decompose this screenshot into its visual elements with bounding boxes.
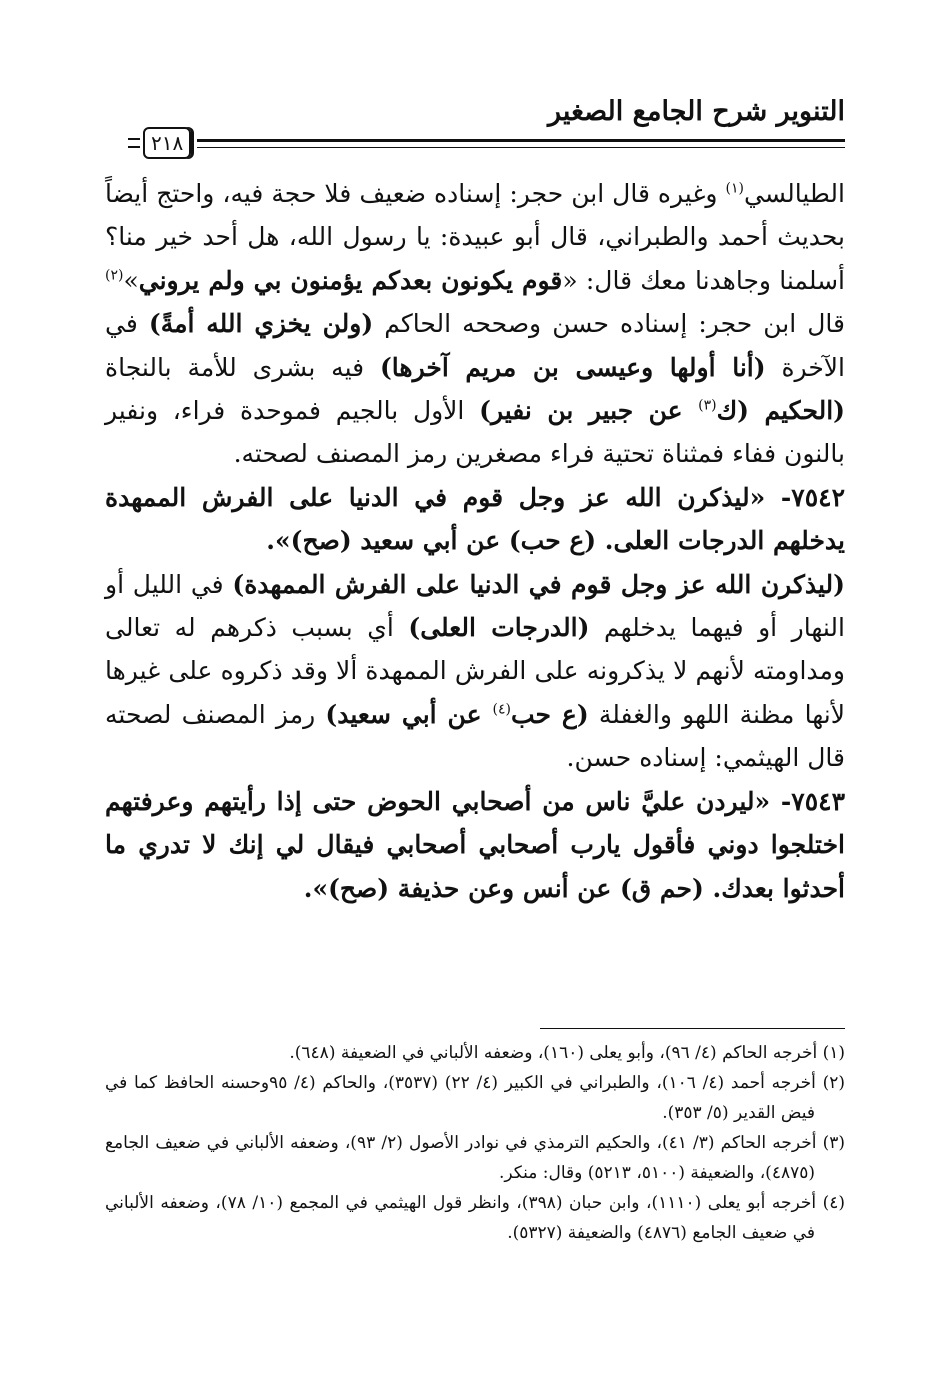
quoted-hadith-text: قوم يكونون بعدكم يؤمنون بي ولم يروني	[138, 265, 563, 295]
text-run: فيه بشرى للأمة بالنجاة	[105, 352, 380, 382]
footnotes	[105, 1038, 845, 1248]
source-ref: (ع حب	[510, 699, 589, 729]
text-run: وغيره قال ابن حجر: إسناده ضعيف فلا حجة فيه، واحتج أيضاً بحديث أحمد والطبراني، قال أبو عبيدة: يا رسول الله، هل أحد خير منا؟ أسلمنا وجاهدنا معك قال: «	[105, 179, 845, 295]
footnote-ref-4: (٤)	[492, 701, 511, 718]
page-number-frame	[128, 123, 198, 163]
footnote-4: (٤) أخرجه أبو يعلى (١١١٠)، وابن حبان (٣٩٨)، وانظر قول الهيثمي في المجمع (١٠/ ٧٨)، وضعفه الألباني في ضعيف الجامع (٤٨٧٦) والضعيفة (٥٣٢٧).	[105, 1193, 846, 1243]
footnote-ref-3: (٣)	[698, 397, 717, 414]
text-run: في الآخرة	[105, 309, 845, 382]
narrator-ref: عن أبي سعيد)	[325, 699, 493, 729]
text-run: الطيالسي	[744, 179, 845, 208]
hadith-phrase: (أنا أولها وعيسى بن مريم آخرها)	[379, 352, 766, 382]
page-number: ٢١٨	[143, 127, 191, 159]
main-text	[105, 172, 845, 910]
text-run: »	[123, 265, 139, 295]
hadith-phrase: (ولن يخزي الله أمةً)	[148, 309, 374, 339]
commentary-paragraph-1	[105, 172, 845, 476]
page-number-ornament	[128, 138, 140, 148]
text-run: أي بسبب ذكرهم له تعالى ومداومته لأنهم لا يذكرونه على الفرش الممهدة ألا وقد ذكروه على غيرها لأنها مظنة اللهو والغفلة	[105, 613, 846, 729]
hadith-phrase: (ليذكرن الله عز وجل قوم في الدنيا على الفرش الممهدة)	[232, 569, 845, 599]
text-run: الأول بالجيم فموحدة فراء، ونفير بالنون ففاء فمثناة تحتية فراء مصغرين رمز المصنف لصحته.	[105, 396, 845, 469]
footnote-separator	[540, 1028, 845, 1029]
running-title: التنوير شرح الجامع الصغير	[548, 96, 845, 127]
narrator-ref: عن جبير بن نفير)	[479, 396, 699, 426]
footnote-2: (٢) أخرجه أحمد (٤/ ١٠٦)، والطبراني في الكبير (٤/ ٢٢) (٣٥٣٧)، والحاكم (٤/ ٩٥وحسنه الحافظ كما في فيض القدير (٥/ ٣٥٣).	[105, 1073, 846, 1123]
hadith-7542: ٧٥٤٢- «ليذكرن الله عز وجل قوم في الدنيا على الفرش الممهدة يدخلهم الدرجات العلى. (ع حب) عن أبي سعيد (صح)».	[105, 482, 845, 556]
source-ref: (الحكيم (ك	[716, 396, 845, 426]
footnote-3: (٣) أخرجه الحاكم (٣/ ٤١)، والحكيم الترمذي في نوادر الأصول (٢/ ٩٣)، وضعفه الألباني في ضعيف الجامع (٤٨٧٥)، والضعيفة (٥١٠٠، ٥٢١٣) وقال: منكر.	[105, 1133, 846, 1183]
text-run: رمز المصنف لصحته قال الهيثمي: إسناده حسن.	[105, 699, 845, 773]
text-run: في الليل أو النهار أو فيهما يدخلهم	[105, 569, 845, 643]
footnote-ref-2: (٢)	[105, 267, 124, 284]
hadith-7543: ٧٥٤٣- «ليردن عليَّ ناس من أصحابي الحوض حتى إذا رأيتهم وعرفتهم اختلجوا دوني فأقول يارب أصحابي أصحابي فيقال لي إنك لا تدري ما أحدثوا بعدك. (حم ق) عن أنس وعن حذيفة (صح)».	[105, 786, 845, 903]
text-run: قال ابن حجر: إسناده حسن وصححه الحاكم	[373, 309, 845, 339]
footnote-1: (١) أخرجه الحاكم (٤/ ٩٦)، وأبو يعلى (١٦٠)، وضعفه الألباني في الضعيفة (٦٤٨).	[289, 1043, 845, 1063]
header-rule-thick	[197, 139, 845, 142]
hadith-phrase: (الدرجات العلى)	[408, 613, 590, 643]
footnote-ref-1: (١)	[725, 180, 744, 197]
commentary-paragraph-2	[105, 563, 845, 780]
header-rule-thin	[197, 147, 845, 148]
